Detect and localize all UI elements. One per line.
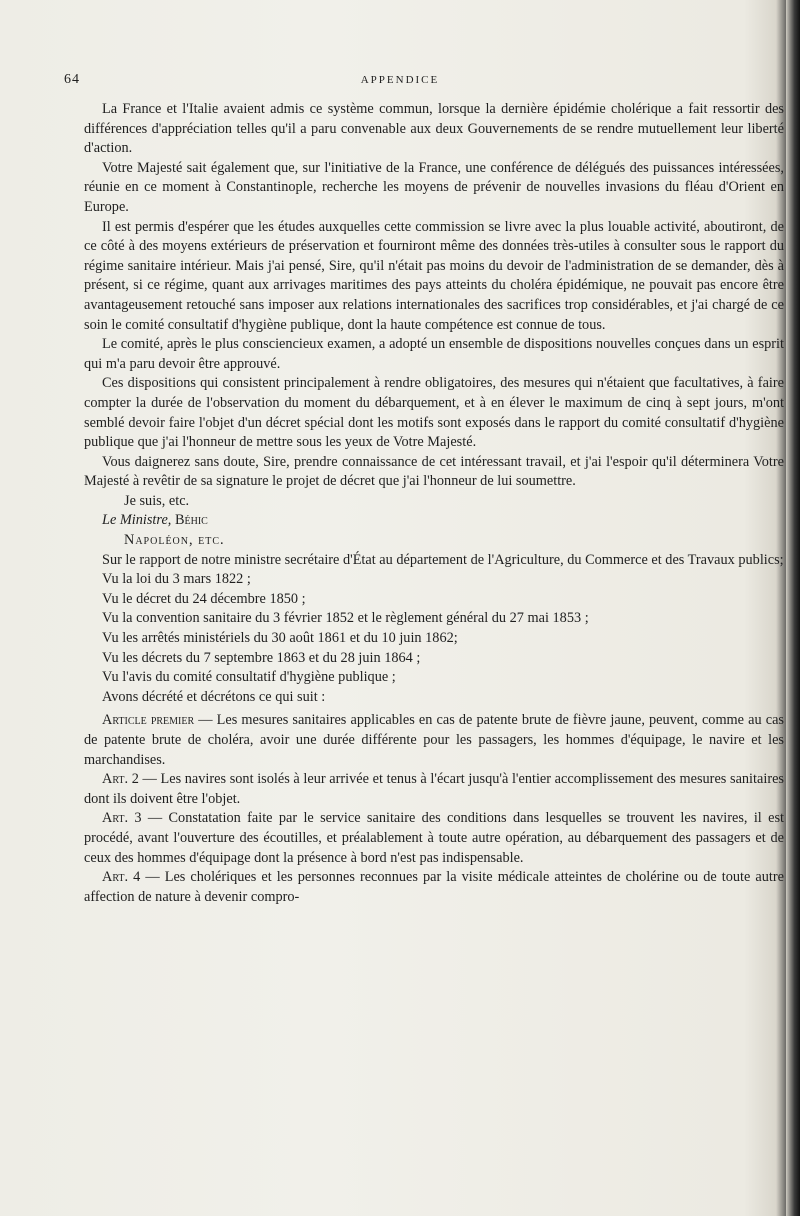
- article-4: [84, 868, 784, 907]
- signature-title: Le Ministre,: [102, 512, 172, 529]
- paragraph: Ces dispositions qui consistent principalement à rendre obligatoires, des mesures qui n'étaient que facultatives, à faire compter la durée de l'observation du moment du débarquement, et à en élever le maximum de cinq à sept jours, m'ont semblé devoir faire l'objet d'un décret spécial dont les motifs sont exposés dans le rapport du comité consultatif d'hygiène publique que j'ai l'honneur de mettre sous les yeux de Votre Majesté.: [84, 375, 784, 451]
- paragraph: Il est permis d'espérer que les études auxquelles cette commission se livre avec la plus louable activité, aboutiront, de ce côté à des moyens extérieurs de préservation et fourniront même des données très-utiles à consulter sous le rapport du régime sanitaire intérieur. Mais j'ai pensé, Sire, qu'il n'était pas moins du devoir de l'administration de se demander, dès à présent, si ce régime, quant aux arrivages maritimes des pays atteints du choléra épidémique, ne pouvait pas encore être avantageusement retouché sans imposer aux relations internationales des sacrifices trop considérables, et j'ai chargé de ce soin le comité consultatif d'hygiène publique, dont la haute compétence est connue de tous.: [84, 218, 784, 333]
- article-label: Art. 4: [102, 869, 141, 886]
- preamble: Sur le rapport de notre ministre secrétaire d'État au département de l'Agriculture, du Commerce et des Travaux publics;: [102, 551, 784, 568]
- article-text: — Les cholériques et les personnes reconnues par la visite médicale atteintes de cholérine ou de toute autre affection de nature à devenir compro-: [84, 869, 784, 905]
- vu-clause: Vu les décrets du 7 septembre 1863 et du 28 juin 1864 ;: [102, 649, 421, 666]
- article-text: — Les navires sont isolés à leur arrivée et tenus à l'écart jusqu'à l'entier accomplissement des mesures sanitaires dont ils doivent être l'objet.: [84, 771, 784, 807]
- vu-clause: Vu la loi du 3 mars 1822 ;: [102, 571, 251, 588]
- page-body: [84, 100, 784, 907]
- article-text: — Constatation faite par le service sanitaire des conditions dans lesquelles se trouvent les navires, il est procédé, avant l'ouverture des écoutilles, et préalablement à toute autre opération, au débarquement des passagers et de ceux des hommes d'équipage dont la présence à bord n'est pas indispensable.: [84, 810, 784, 866]
- vu-clause: Vu l'avis du comité consultatif d'hygiène publique ;: [102, 669, 396, 686]
- article-label: Art. 3: [102, 810, 142, 827]
- paragraph: Le comité, après le plus consciencieux examen, a adopté un ensemble de dispositions nouvelles conçues dans un esprit qui m'a paru devoir être approuvé.: [84, 336, 784, 372]
- article-label: Art. 2: [102, 771, 139, 788]
- article-label: Article premier: [102, 712, 195, 729]
- vu-clause: Vu les arrêtés ministériels du 30 août 1861 et du 10 juin 1862;: [102, 630, 458, 647]
- decree-heading: Napoléon, etc.: [124, 532, 225, 549]
- page-header: [0, 72, 800, 92]
- article-1: [84, 711, 784, 770]
- vu-clause: Vu la convention sanitaire du 3 février 1852 et le règlement général du 27 mai 1853 ;: [102, 610, 589, 627]
- signature-name: Béhic: [174, 512, 208, 529]
- paragraph: Votre Majesté sait également que, sur l'initiative de la France, une conférence de délégués des puissances intéressées, réunie en ce moment à Constantinople, recherche les moyens de prévenir de nouvelles invasions du fléau d'Orient en Europe.: [84, 159, 784, 215]
- article-3: [84, 809, 784, 868]
- running-title: APPENDICE: [360, 74, 440, 86]
- article-text: — Les mesures sanitaires applicables en cas de patente brute de fièvre jaune, peuvent, comme au cas de patente brute de choléra, avoir une durée différente pour les passagers, les hommes d'équipage, le navire et les marchandises.: [84, 712, 784, 768]
- paragraph: Vous daignerez sans doute, Sire, prendre connaissance de cet intéressant travail, et j'ai l'espoir qu'il déterminera Votre Majesté à revêtir de sa signature le projet de décret que j'ai l'honneur de lui soumettre.: [84, 453, 784, 490]
- signature: [84, 511, 784, 531]
- page-number: 64: [64, 72, 80, 87]
- paragraph: La France et l'Italie avaient admis ce système commun, lorsque la dernière épidémie cholérique a fait ressortir des différences d'appréciation telles qu'il a paru convenable aux deux Gouvernements de se rendre mutuellement leur liberté d'action.: [84, 101, 784, 157]
- enacting-clause: Avons décrété et décrétons ce qui suit :: [102, 688, 326, 705]
- closing-formula: Je suis, etc.: [124, 492, 190, 509]
- article-2: [84, 770, 784, 809]
- page-edge-shadow: [786, 0, 800, 1216]
- vu-clause: Vu le décret du 24 décembre 1850 ;: [102, 590, 306, 607]
